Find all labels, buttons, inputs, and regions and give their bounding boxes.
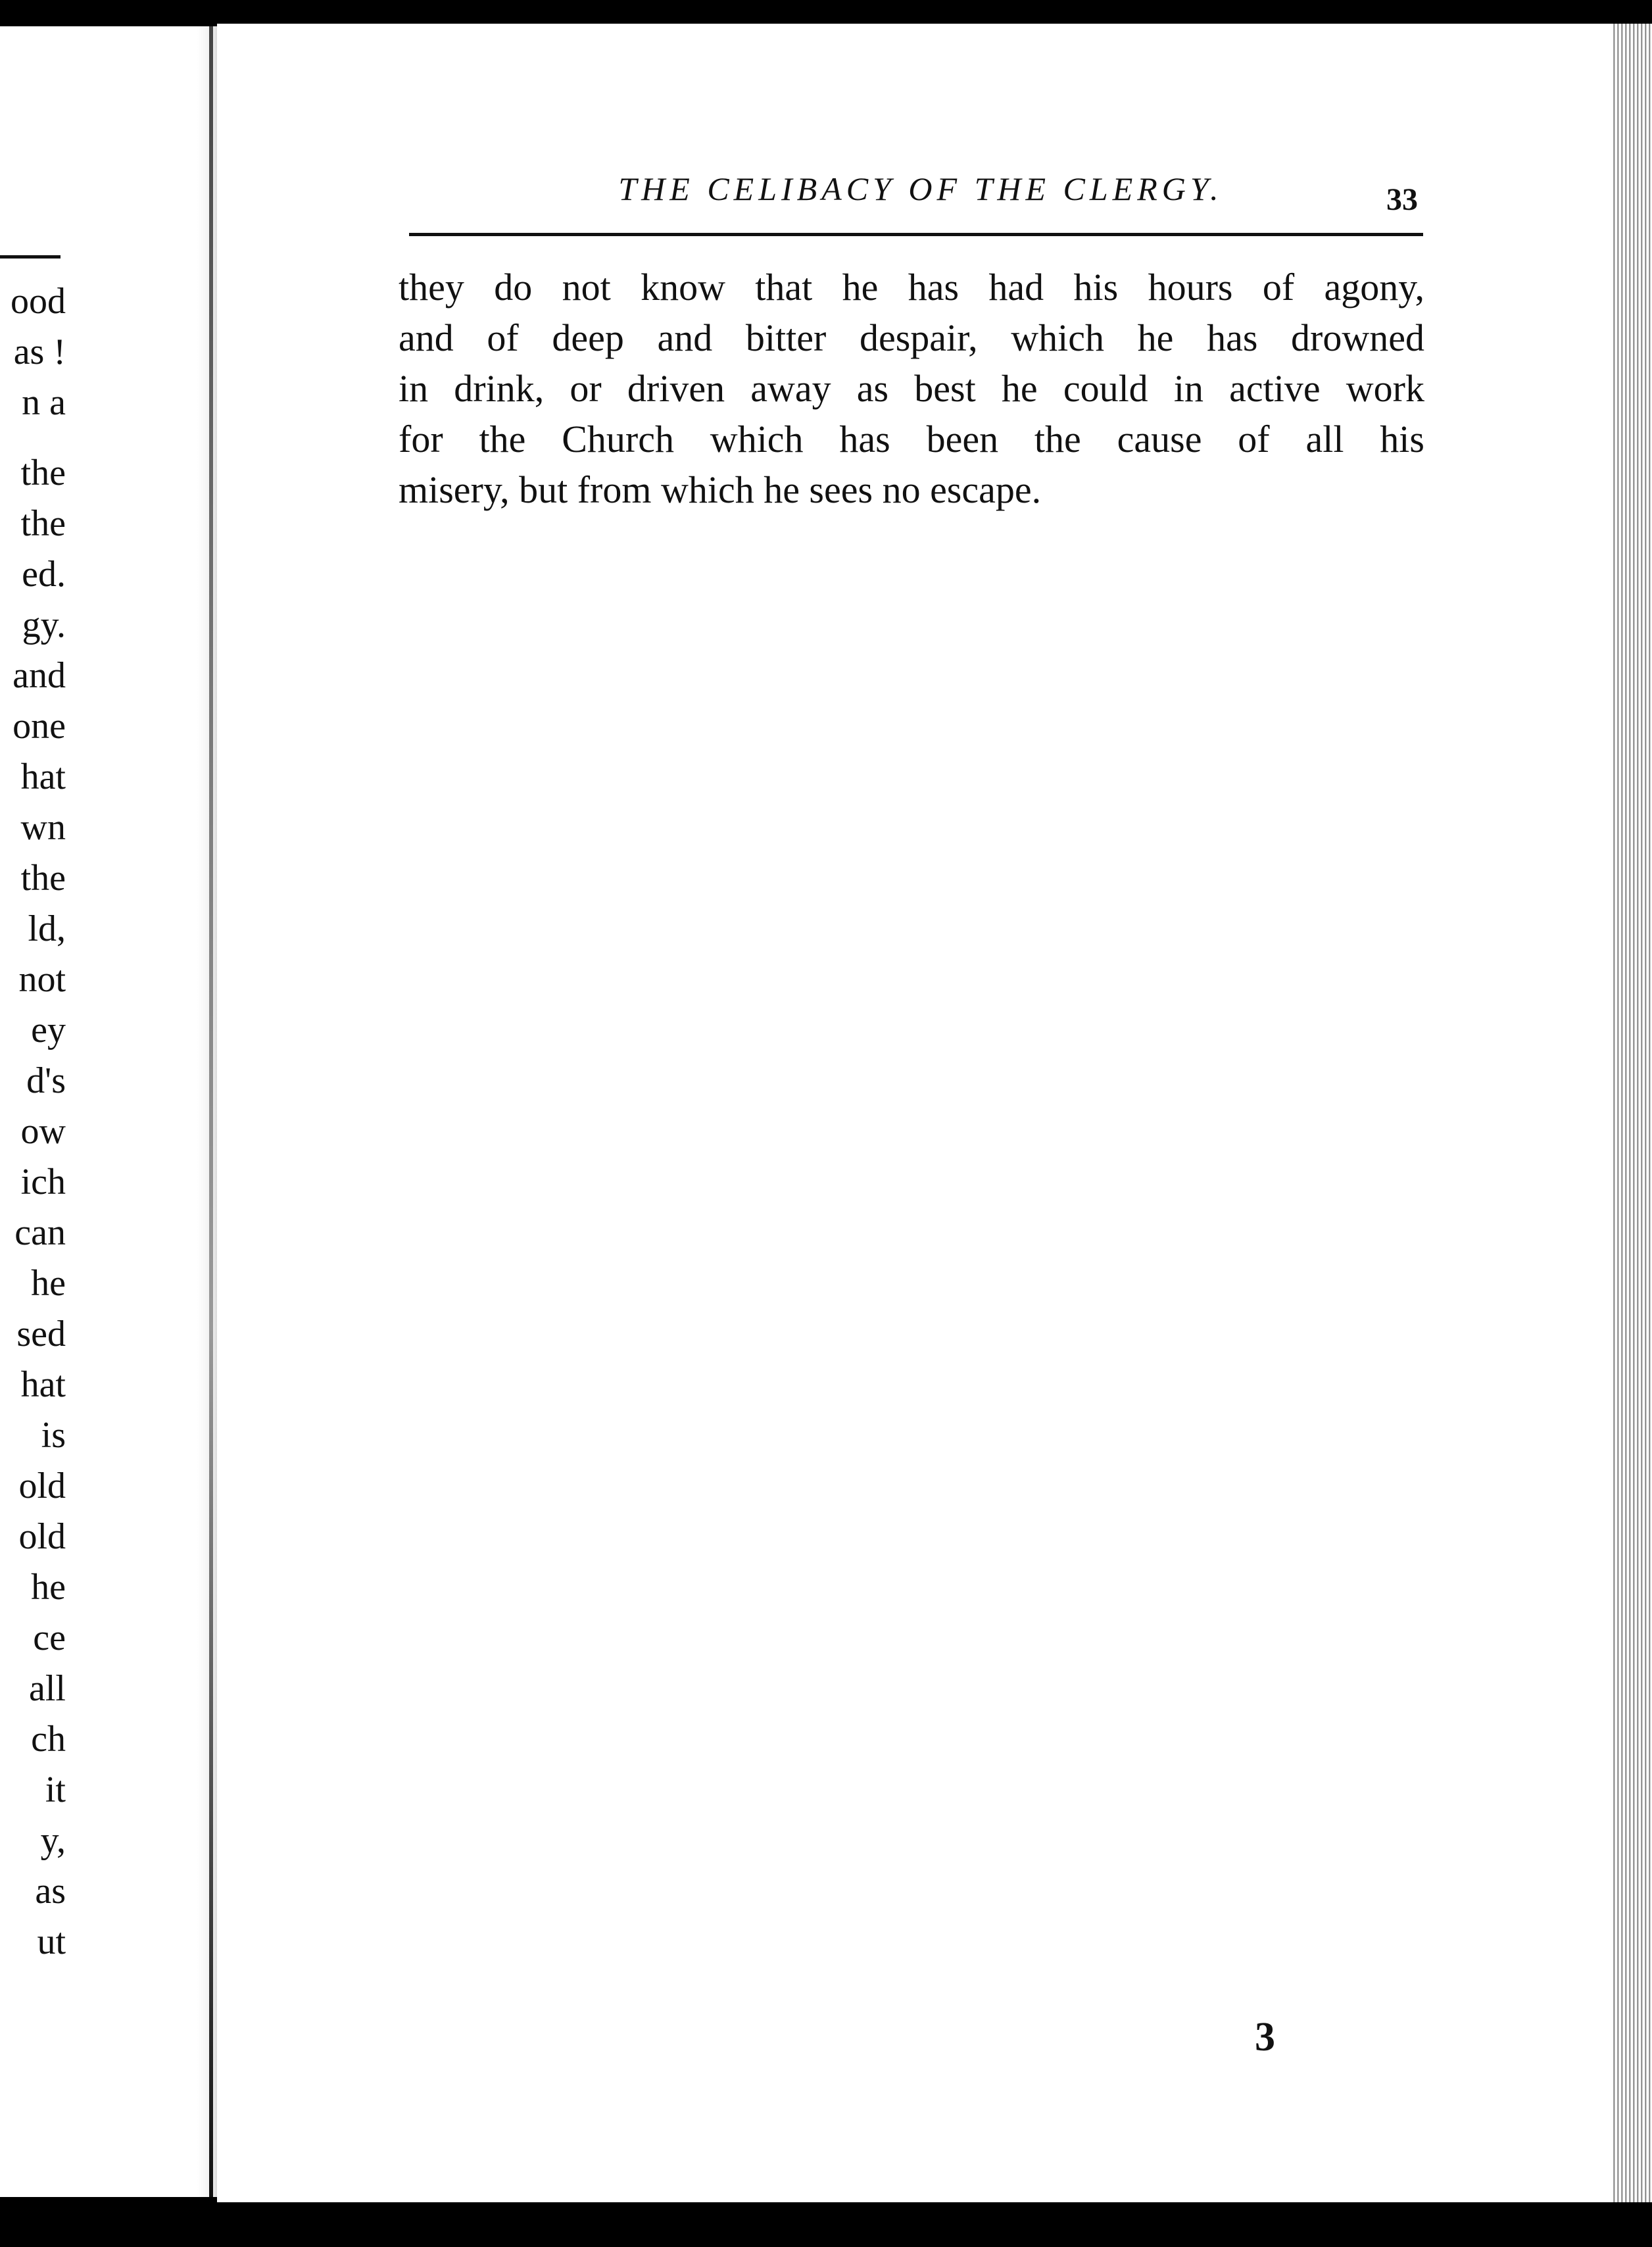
left-page-line-fragment: ow <box>20 1111 66 1152</box>
left-page-line-fragment: and <box>12 655 66 696</box>
left-page-line-fragment: ed. <box>22 554 66 595</box>
left-page-line-fragment: hat <box>20 1364 66 1405</box>
left-page-line-fragment: old <box>18 1466 66 1506</box>
left-page-line-fragment: ld, <box>28 908 66 949</box>
running-head: THE CELIBACY OF THE CLERGY. <box>618 170 1223 207</box>
body-line: they do not know that he has had his hours of agony, <box>399 266 1424 309</box>
left-page-line-fragment: gy. <box>22 605 66 645</box>
left-page-line-fragment: is <box>41 1415 66 1456</box>
scan-bottom-edge <box>0 2202 1652 2247</box>
left-page-line-fragment: sed <box>16 1314 66 1354</box>
left-page-line-fragment: n a <box>22 382 66 423</box>
left-page-line-fragment: he <box>31 1567 66 1608</box>
left-page-header-rule <box>0 255 61 259</box>
left-page-line-fragment: wn <box>20 807 66 848</box>
left-page-line-fragment: ich <box>20 1162 66 1202</box>
left-page-fragment <box>0 26 217 2197</box>
left-page-line-fragment: ood <box>11 281 66 322</box>
left-page-line-fragment: one <box>12 706 66 747</box>
left-page-line-fragment: ch <box>31 1719 66 1760</box>
left-page-line-fragment: all <box>29 1668 66 1709</box>
left-page-line-fragment: can <box>14 1212 66 1253</box>
left-page-line-fragment: d's <box>26 1060 66 1101</box>
left-page-line-fragment: he <box>31 1263 66 1304</box>
left-page-line-fragment: as ! <box>13 332 66 372</box>
body-line: and of deep and bitter despair, which he has drowned <box>399 316 1424 359</box>
left-page-line-fragment: as <box>35 1871 66 1912</box>
left-page-line-fragment: hat <box>20 756 66 797</box>
page-edges <box>1611 24 1652 2202</box>
signature-mark: 3 <box>1255 2015 1275 2060</box>
left-page-line-fragment: ey <box>31 1010 66 1050</box>
body-line: misery, but from which he sees no escape. <box>399 468 1042 511</box>
page-number: 33 <box>1386 182 1418 217</box>
body-line: for the Church which has been the cause of all his <box>399 418 1424 460</box>
header-rule <box>409 233 1423 236</box>
body-line: in drink, or driven away as best he could in active work <box>399 367 1424 410</box>
left-page-line-fragment: the <box>20 503 66 544</box>
left-page-line-fragment: ut <box>37 1921 66 1962</box>
left-page-line-fragment: the <box>20 453 66 493</box>
left-page-line-fragment: the <box>20 858 66 899</box>
left-page-line-fragment: ce <box>33 1617 66 1658</box>
body-text <box>399 262 1424 515</box>
left-page-line-fragment: old <box>18 1516 66 1557</box>
left-page-line-fragment: not <box>18 959 66 1000</box>
left-page-line-fragment: it <box>45 1769 66 1810</box>
left-page-line-fragment: y, <box>40 1820 66 1861</box>
spine-shadow <box>209 26 213 2197</box>
